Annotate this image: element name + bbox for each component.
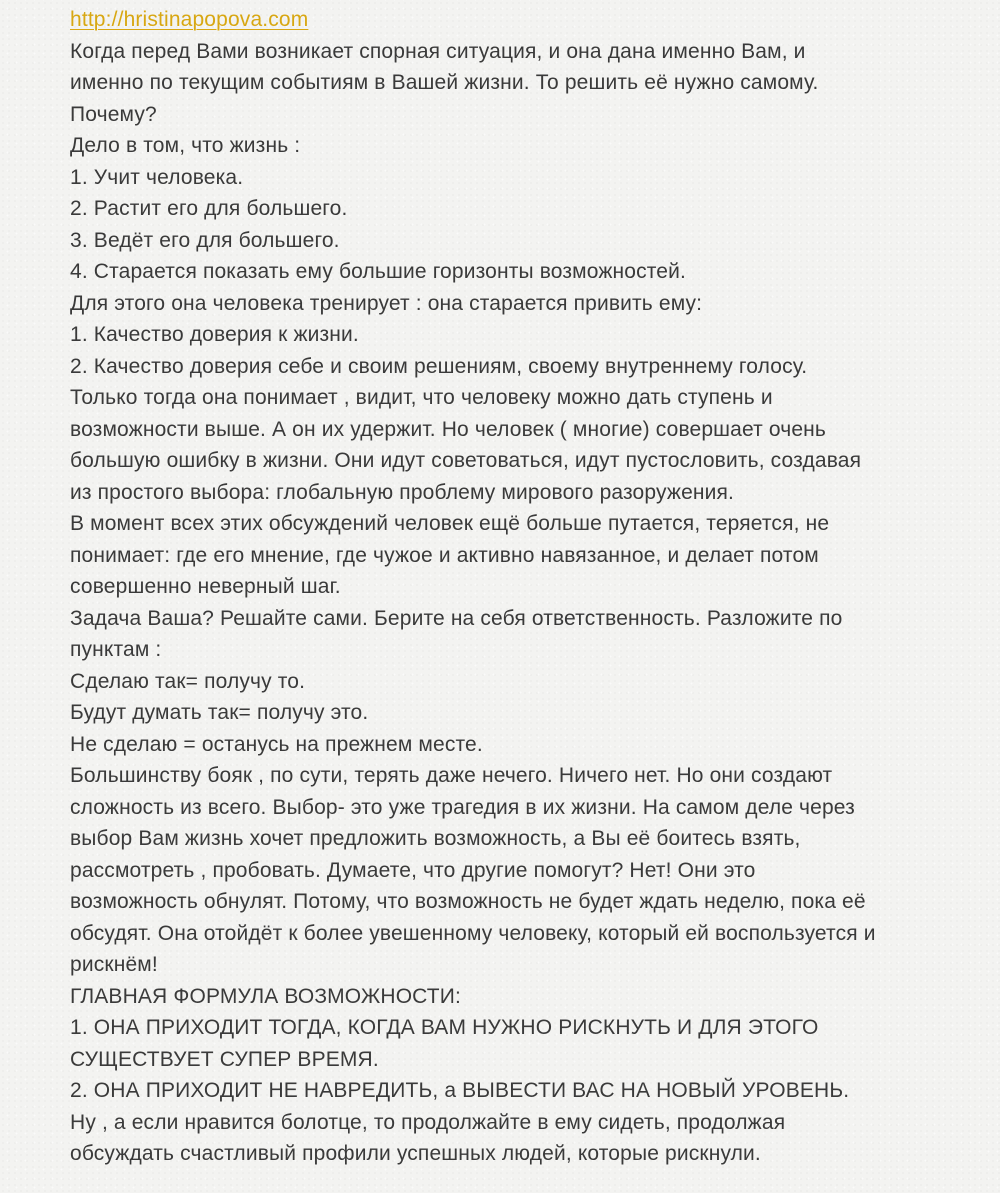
list-item: 2. Качество доверия себе и своим решениям, своему внутреннему голосу. [70, 354, 808, 378]
formula-heading: ГЛАВНАЯ ФОРМУЛА ВОЗМОЖНОСТИ: [70, 984, 461, 1008]
formula-item: СУЩЕСТВУЕТ СУПЕР ВРЕМЯ. [70, 1047, 379, 1071]
text-line: выбор Вам жизнь хочет предложить возможность, а Вы её боитесь взять, [70, 827, 801, 850]
text-line: Большинству бояк , по сути, терять даже нечего. Ничего нет. Но они создают [70, 764, 833, 787]
text-line: большую ошибку в жизни. Они идут советоваться, идут пустословить, создавая [70, 449, 862, 472]
text-line: из простого выбора: глобальную проблему мирового разоружения. [70, 480, 735, 504]
text-line: В момент всех этих обсуждений человек ещё больше путается, теряется, не [70, 512, 830, 535]
text-line: обсудят. Она отойдёт к более увешенному человеку, который ей воспользуется и [70, 921, 876, 945]
text-line: Задача Ваша? Решайте сами. Берите на себя ответственность. Разложите по [70, 606, 843, 630]
text-line: Дело в том, что жизнь : [70, 134, 301, 157]
formula-item: 2. ОНА ПРИХОДИТ НЕ НАВРЕДИТЬ, а ВЫВЕСТИ ВАС НА НОВЫЙ УРОВЕНЬ. [70, 1079, 850, 1102]
text-line: совершенно неверный шаг. [70, 575, 341, 598]
text-line: пунктам : [70, 638, 162, 661]
list-item: 1. Качество доверия к жизни. [70, 323, 359, 346]
website-link[interactable]: http://hristinapopova.com [70, 8, 309, 31]
text-line: Не сделаю = останусь на прежнем месте. [70, 732, 483, 756]
text-line: сложность из всего. Выбор- это уже трагедия в их жизни. На самом деле через [70, 795, 855, 819]
text-line: Сделаю так= получу то. [70, 669, 306, 693]
text-line: Почему? [70, 102, 157, 126]
text-line: возможности выше. А он их удержит. Но человек ( многие) совершает очень [70, 417, 827, 441]
formula-item: 1. ОНА ПРИХОДИТ ТОГДА, КОГДА ВАМ НУЖНО РИСКНУТЬ И ДЛЯ ЭТОГО [70, 1016, 819, 1039]
list-item: 2. Растит его для большего. [70, 197, 348, 220]
text-line: рассмотреть , пробовать. Думаете, что другие помогут? Нет! Они это [70, 858, 756, 882]
text-line: рискнём! [70, 953, 158, 976]
list-item: 1. Учит человека. [70, 165, 244, 189]
text-line: Будут думать так= получу это. [70, 701, 369, 724]
list-item: 3. Ведёт его для большего. [70, 228, 340, 252]
text-line: обсуждать счастливый профили успешных людей, которые рискнули. [70, 1142, 761, 1165]
text-line: Для этого она человека тренирует : она старается привить ему: [70, 291, 703, 315]
text-line: именно по текущим событиям в Вашей жизни. То решить её нужно самому. [70, 71, 819, 94]
text-line: понимает: где его мнение, где чужое и активно навязанное, и делает потом [70, 543, 819, 567]
document-body [70, 4, 970, 1170]
text-line: Когда перед Вами возникает спорная ситуация, и она дана именно Вам, и [70, 39, 806, 63]
text-line: Ну , а если нравится болотце, то продолжайте в ему сидеть, продолжая [70, 1110, 786, 1134]
text-line: возможность обнулят. Потому, что возможность не будет ждать неделю, пока её [70, 890, 866, 913]
text-line: Только тогда она понимает , видит, что человеку можно дать ступень и [70, 386, 773, 409]
list-item: 4. Старается показать ему большие горизонты возможностей. [70, 260, 686, 283]
header-line [70, 4, 970, 36]
